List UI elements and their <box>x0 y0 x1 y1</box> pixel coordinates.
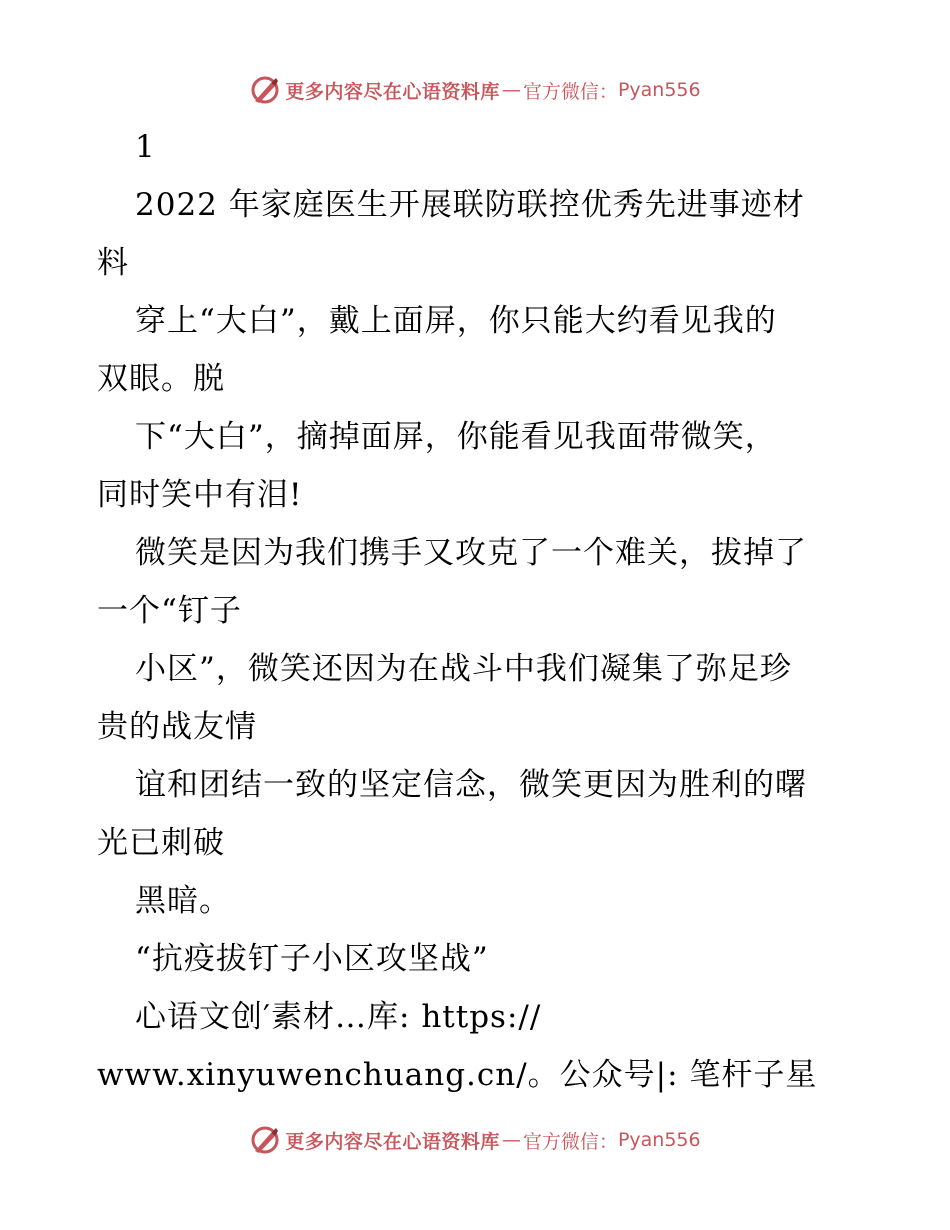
document-line: 2022 年家庭医生开展联防联控优秀先进事迹材 <box>135 187 805 223</box>
banner-dash: — <box>501 1129 521 1151</box>
document-line: 贵的战友情 <box>97 709 257 745</box>
header-watermark-banner <box>0 70 950 110</box>
document-line: 光已刺破 <box>97 825 225 861</box>
document-line: 小区”，微笑还因为在战斗中我们凝集了弥足珍 <box>135 651 792 687</box>
document-line: 双眼。脱 <box>97 361 225 397</box>
document-line: 1 <box>135 129 156 165</box>
pen-circle-logo-icon <box>249 74 281 106</box>
banner-wechat-id: Pyan556 <box>617 1129 701 1151</box>
document-line: 同时笑中有泪! <box>97 477 303 513</box>
document-line: 微笑是因为我们携手又攻克了一个难关，拔掉了 <box>135 535 807 571</box>
banner-wechat-label: 官方微信： <box>522 80 618 103</box>
document-line: “抗疫拔钉子小区攻坚战” <box>135 941 489 977</box>
document-line: 下“大白”，摘掉面屏，你能看见我面带微笑， <box>135 419 777 455</box>
document-line: 料 <box>97 245 129 281</box>
banner-dash: — <box>501 79 521 101</box>
document-line: www.xinyuwenchuang.cn/。公众号|: 笔杆子星 <box>97 1057 818 1093</box>
banner-site-text: 更多内容尽在心语资料库 <box>285 1130 500 1153</box>
footer-watermark-banner <box>0 1120 950 1160</box>
document-line: 谊和团结一致的坚定信念，微笑更因为胜利的曙 <box>135 767 807 803</box>
document-line: 黑暗。 <box>135 883 231 919</box>
pen-circle-logo-icon <box>249 1124 281 1156</box>
banner-wechat-label: 官方微信： <box>522 1130 618 1153</box>
document-line: 穿上“大白”，戴上面屏，你只能大约看见我的 <box>135 303 777 339</box>
banner-wechat-id: Pyan556 <box>617 79 701 101</box>
banner-site-text: 更多内容尽在心语资料库 <box>285 80 500 103</box>
document-line: 一个“钉子 <box>97 593 242 629</box>
document-body <box>97 118 877 1104</box>
document-line: 心语文创′素材…库: https:// <box>135 999 542 1035</box>
